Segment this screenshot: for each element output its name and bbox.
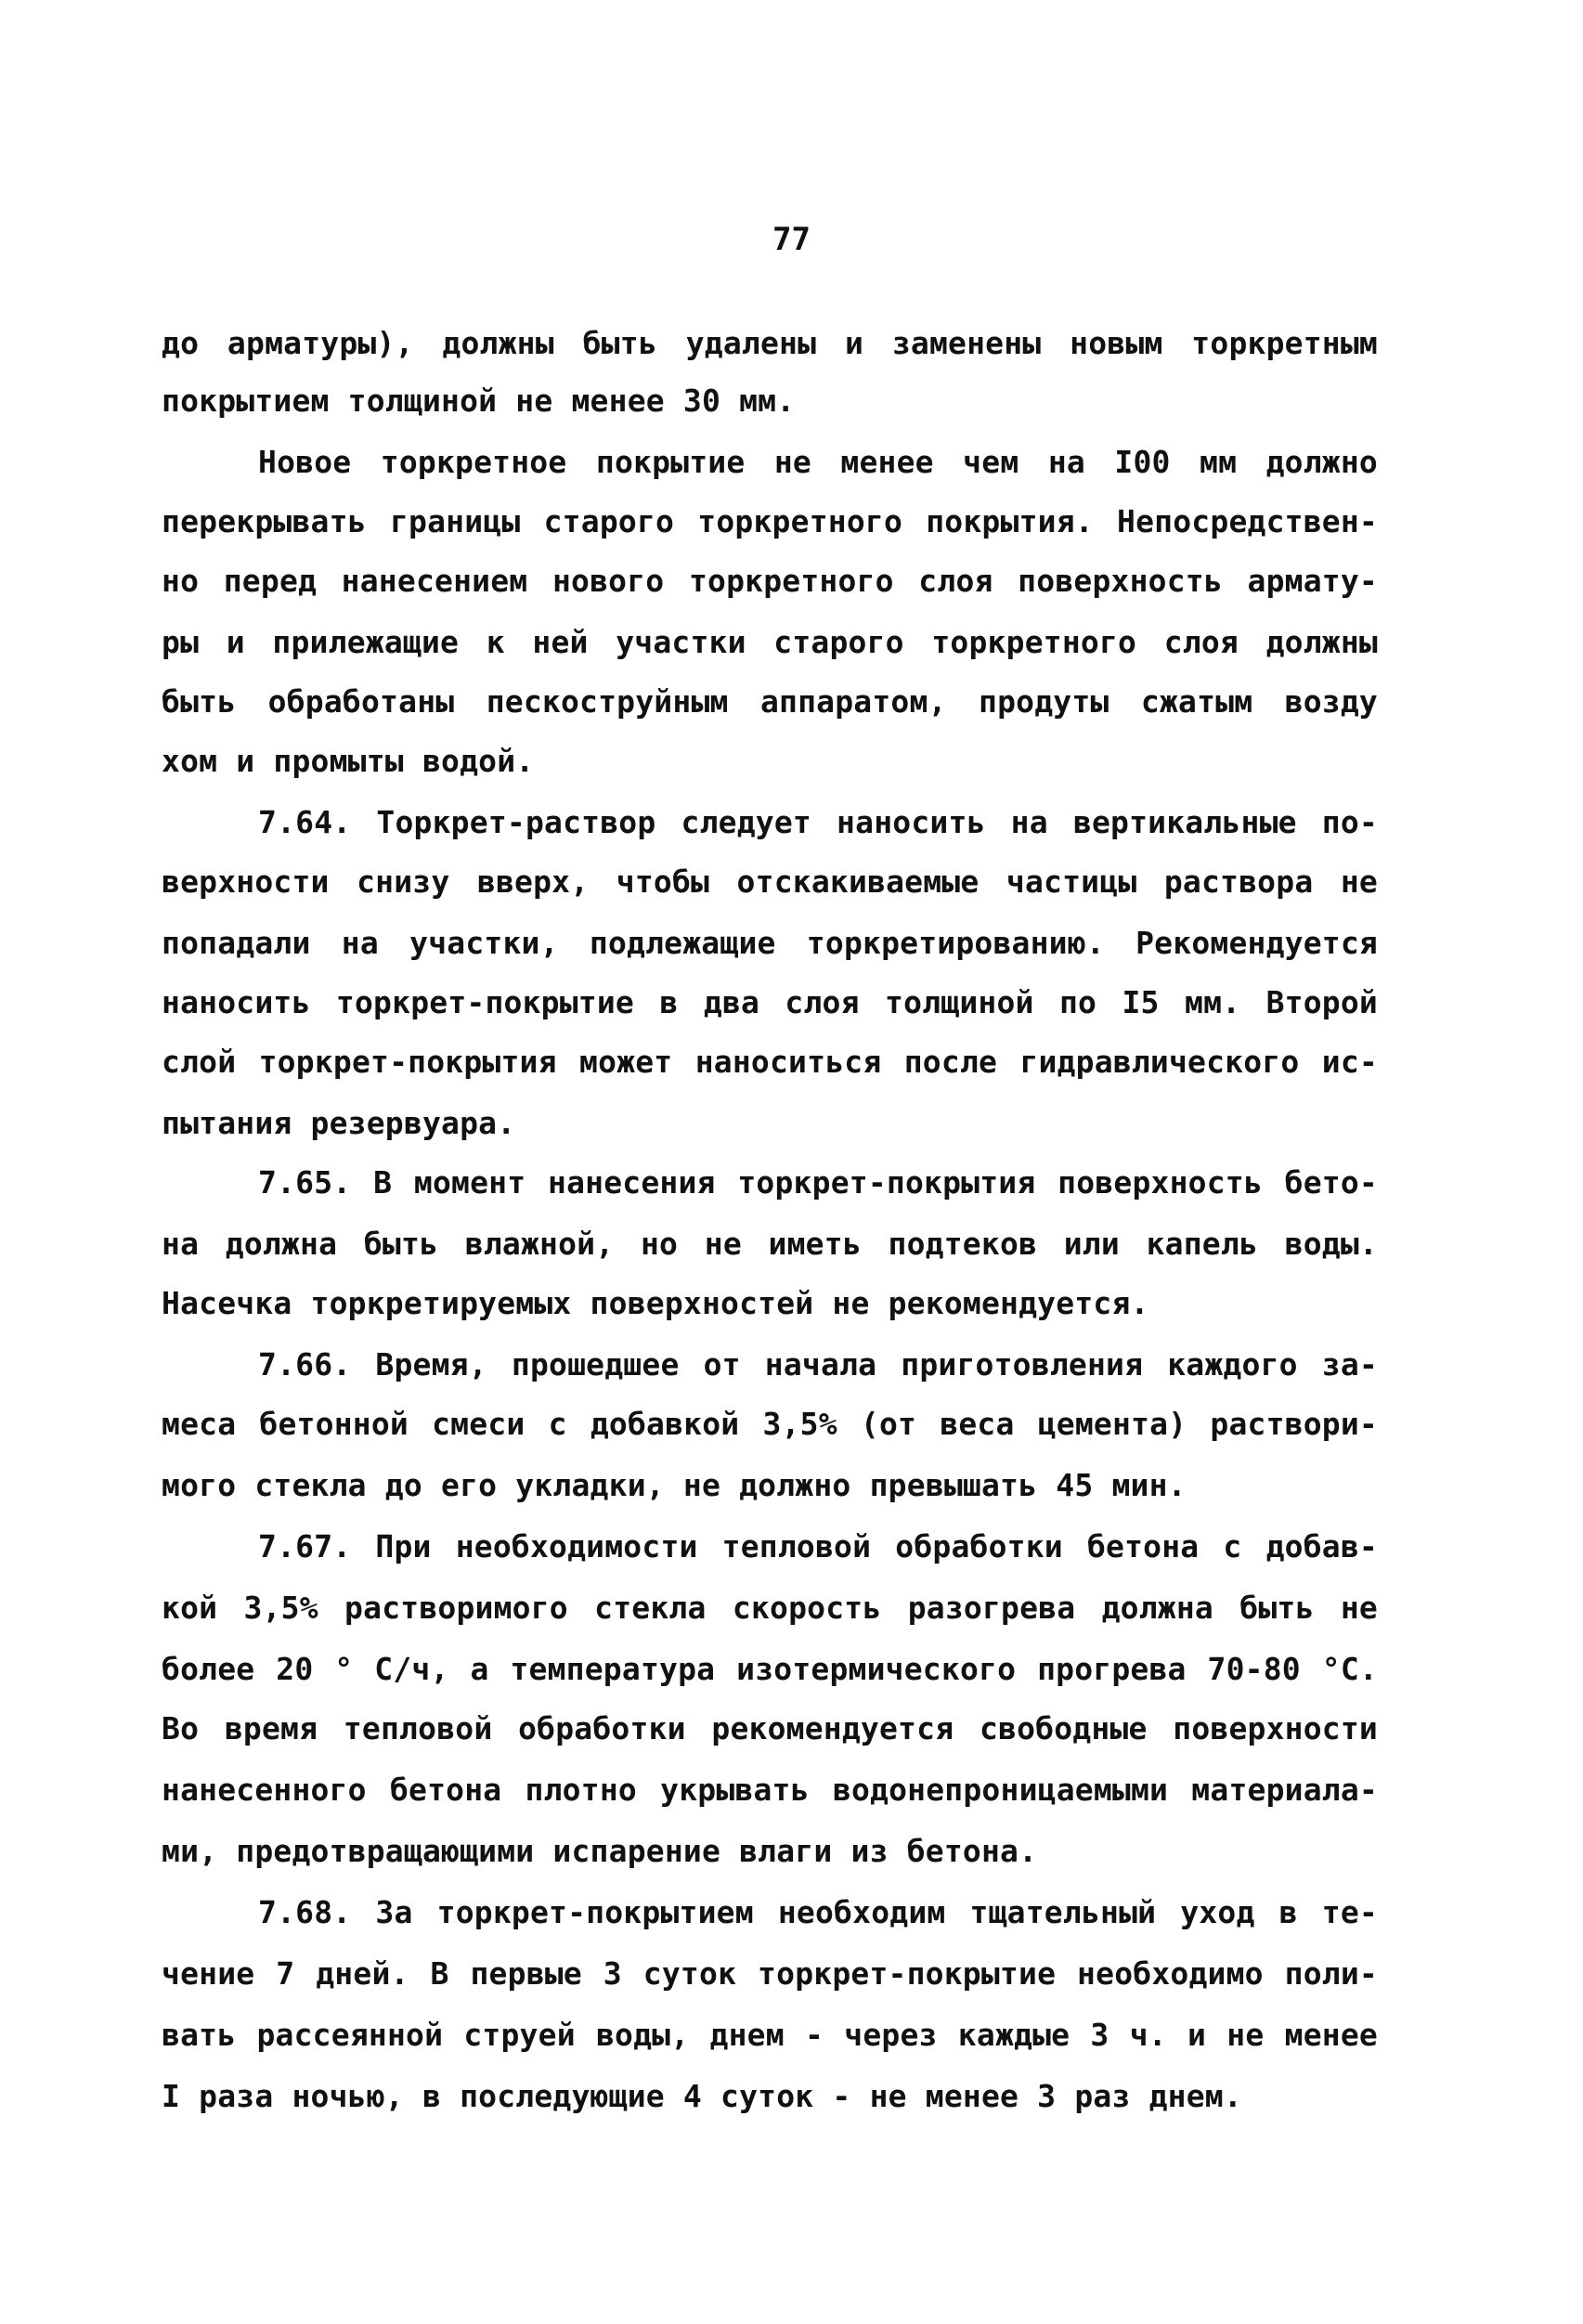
text-line-24: Во время тепловой обработки рекомендуется свободные поверхности bbox=[162, 1710, 1378, 1746]
text-line-23: более 20 ° С/ч, а температура изотермического прогрева 70-80 °С. bbox=[162, 1651, 1378, 1687]
text-line-12: наносить торкрет-покрытие в два слоя толщиной по I5 мм. Второй bbox=[162, 984, 1378, 1020]
text-line-3: Новое торкретное покрытие не менее чем на I00 мм должно bbox=[258, 444, 1378, 480]
text-line-4: перекрывать границы старого торкретного покрытия. Непосредствен- bbox=[162, 503, 1378, 539]
text-line-1: до арматуры), должны быть удалены и заменены новым торкретным bbox=[162, 325, 1378, 361]
text-line-13: слой торкрет-покрытия может наноситься после гидравлического ис- bbox=[162, 1044, 1378, 1080]
text-line-18: 7.66. Время, прошедшее от начала приготовления каждого за- bbox=[258, 1346, 1378, 1383]
text-line-20: мого стекла до его укладки, не должно превышать 45 мин. bbox=[162, 1467, 1187, 1503]
page-number: 77 bbox=[772, 221, 811, 258]
text-line-10: верхности снизу вверх, чтобы отскакиваемые частицы раствора не bbox=[162, 863, 1378, 900]
text-line-26: ми, предотвращающими испарение влаги из бетона. bbox=[162, 1833, 1038, 1869]
text-line-27: 7.68. За торкрет-покрытием необходим тщательный уход в те- bbox=[258, 1894, 1378, 1930]
text-line-11: попадали на участки, подлежащие торкретированию. Рекомендуется bbox=[162, 925, 1378, 961]
text-line-21: 7.67. При необходимости тепловой обработки бетона с добав- bbox=[258, 1528, 1378, 1564]
text-line-15: 7.65. В момент нанесения торкрет-покрытия поверхность бето- bbox=[258, 1164, 1378, 1201]
text-line-2: покрытием толщиной не менее 30 мм. bbox=[162, 383, 796, 419]
text-line-29: вать рассеянной струей воды, днем - через каждые 3 ч. и не менее bbox=[162, 2017, 1378, 2053]
text-line-16: на должна быть влажной, но не иметь подтеков или капель воды. bbox=[162, 1226, 1378, 1262]
text-line-7: быть обработаны пескоструйным аппаратом, продуты сжатым возду bbox=[162, 683, 1378, 720]
text-line-6: ры и прилежащие к ней участки старого торкретного слоя должны bbox=[162, 624, 1378, 660]
text-line-22: кой 3,5% растворимого стекла скорость разогрева должна быть не bbox=[162, 1590, 1378, 1626]
text-line-8: хом и промыты водой. bbox=[162, 743, 535, 779]
text-line-25: нанесенного бетона плотно укрывать водонепроницаемыми материала- bbox=[162, 1772, 1378, 1808]
text-line-14: пытания резервуара. bbox=[162, 1105, 516, 1141]
text-line-5: но перед нанесением нового торкретного слоя поверхность армату- bbox=[162, 563, 1378, 599]
text-line-9: 7.64. Торкрет-раствор следует наносить на вертикальные по- bbox=[258, 804, 1378, 840]
text-line-28: чение 7 дней. В первые 3 суток торкрет-покрытие необходимо поли- bbox=[162, 1955, 1378, 1992]
text-line-19: меса бетонной смеси с добавкой 3,5% (от веса цемента) раствори- bbox=[162, 1406, 1378, 1442]
text-line-30: I раза ночью, в последующие 4 суток - не менее 3 раз днем. bbox=[162, 2078, 1242, 2114]
text-line-17: Насечка торкретируемых поверхностей не рекомендуется. bbox=[162, 1285, 1149, 1321]
